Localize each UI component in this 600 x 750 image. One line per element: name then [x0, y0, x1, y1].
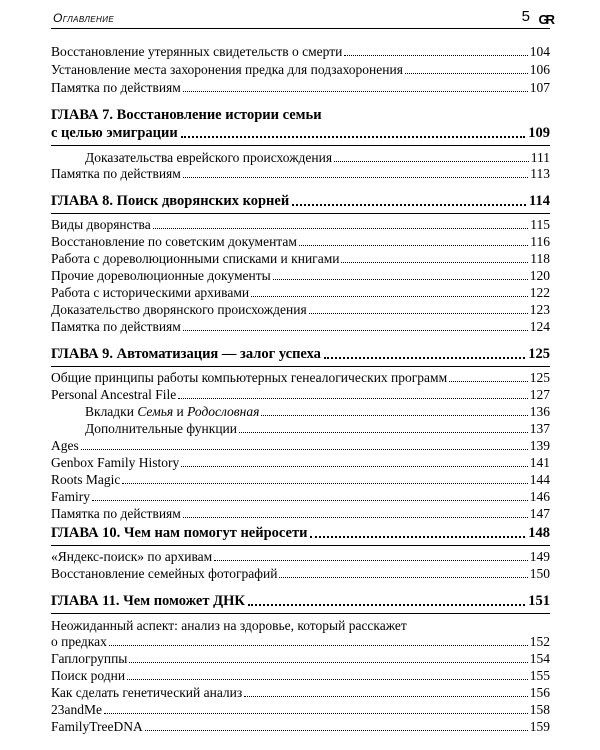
- toc-entry-page: 120: [529, 268, 550, 283]
- dot-leader: [279, 577, 527, 578]
- toc-entry[interactable]: [51, 234, 550, 250]
- dot-leader: [344, 55, 527, 56]
- toc-entry-page: 123: [529, 302, 550, 317]
- toc-entry-title: Famiry: [51, 489, 90, 504]
- toc-entry[interactable]: [51, 285, 550, 301]
- toc-entry-page: 146: [529, 489, 550, 504]
- title-emphasis: Семья: [137, 404, 174, 419]
- toc-entry-page: 149: [529, 549, 550, 564]
- toc-entry-page: 156: [529, 685, 550, 700]
- toc-entry-page: 154: [529, 651, 550, 666]
- toc-entry-page: 144: [529, 472, 550, 487]
- toc-entry-page: 116: [530, 234, 550, 249]
- toc-entry-page: 115: [530, 217, 550, 232]
- dot-leader: [341, 262, 528, 263]
- toc-entry-title: [85, 404, 259, 420]
- toc-entry[interactable]: [51, 719, 550, 735]
- dot-leader: [145, 730, 528, 731]
- dot-leader: [153, 228, 529, 229]
- toc-entry-title: Поиск родни: [51, 668, 126, 683]
- chapter-rule: [51, 213, 550, 214]
- toc-entry-title: Genbox Family History: [51, 455, 180, 470]
- toc-entry-title: Ages: [51, 438, 79, 453]
- toc-entry[interactable]: [51, 651, 550, 667]
- toc-entry-page: 141: [529, 455, 550, 470]
- chapter-title[interactable]: ГЛАВА 7. Восстановление истории семьи: [51, 107, 322, 123]
- chapter-heading[interactable]: [51, 592, 550, 610]
- toc-entry-title: Гаплогруппы: [51, 651, 128, 666]
- dot-leader: [183, 91, 528, 92]
- toc-entry-title: Восстановление утерянных свидетельств о смерти: [51, 44, 343, 59]
- dot-leader: [129, 662, 527, 663]
- dot-leader: [127, 679, 528, 680]
- dot-leader: [261, 415, 527, 416]
- title-text: Вкладки: [85, 404, 138, 419]
- dot-leader: [109, 645, 528, 646]
- chapter-page: 151: [528, 593, 550, 609]
- chapter-rule: [51, 366, 550, 367]
- toc-entry-page: 107: [529, 80, 550, 95]
- dot-leader: [239, 432, 528, 433]
- dot-leader: [248, 604, 525, 606]
- toc-entry[interactable]: [51, 438, 550, 454]
- toc-entry[interactable]: [51, 166, 550, 182]
- chapter-page: 125: [528, 346, 550, 362]
- toc-entry[interactable]: [51, 44, 550, 60]
- dot-leader: [299, 245, 528, 246]
- toc-entry-title: Установление места захоронения предка для подзахоронения: [51, 62, 403, 77]
- publisher-logo-icon: GR: [538, 12, 552, 27]
- toc-entry-title: Доказательства еврейского происхождения: [85, 150, 333, 165]
- toc-entry-title: о предках: [51, 634, 107, 649]
- toc-entry[interactable]: [51, 302, 550, 318]
- toc-entry[interactable]: [51, 80, 550, 96]
- chapter-heading[interactable]: [51, 524, 550, 542]
- toc-entry[interactable]: [51, 455, 550, 471]
- toc-entry[interactable]: [51, 702, 550, 718]
- toc-entry[interactable]: [51, 549, 550, 565]
- title-emphasis: Родословная: [187, 404, 260, 419]
- chapter-page: 114: [529, 193, 550, 209]
- chapter-title: ГЛАВА 11. Чем поможет ДНК: [51, 593, 245, 609]
- dot-leader: [181, 466, 528, 467]
- toc-entry-page: 158: [529, 702, 550, 717]
- chapter-page: 109: [528, 125, 550, 141]
- toc-entry-title: Работа с дореволюционными списками и книгами: [51, 251, 340, 266]
- toc-entry-title: FamilyTreeDNA: [51, 719, 143, 734]
- dot-leader: [251, 296, 528, 297]
- toc-entry[interactable]: [51, 319, 550, 335]
- toc-entry[interactable]: [51, 268, 550, 284]
- dot-leader: [183, 517, 528, 518]
- dot-leader: [292, 204, 526, 206]
- dot-leader: [405, 73, 528, 74]
- toc-entry-title: Общие принципы работы компьютерных генеалогических программ: [51, 370, 448, 385]
- toc-entry-title: Работа с историческими архивами: [51, 285, 250, 300]
- toc-entry-page: 155: [529, 668, 550, 683]
- toc-entry[interactable]: [51, 634, 550, 650]
- toc-entry[interactable]: [51, 251, 550, 267]
- toc-entry-title: Восстановление по советским документам: [51, 234, 297, 249]
- toc-entry-page: 152: [529, 634, 550, 649]
- dot-leader: [334, 161, 529, 162]
- toc-entry-title: Как сделать генетический анализ: [51, 685, 243, 700]
- dot-leader: [122, 483, 527, 484]
- chapter-rule: [51, 545, 550, 546]
- toc-entry-title: Прочие дореволюционные документы: [51, 268, 271, 283]
- toc-entry-page: 127: [529, 387, 550, 402]
- toc-entry-page: 136: [529, 404, 550, 419]
- header-title: Оглавление: [53, 11, 115, 25]
- toc-entry-page: 137: [529, 421, 550, 436]
- toc-entry-title: Personal Ancestral File: [51, 387, 177, 402]
- toc-entry-page: 113: [530, 166, 550, 181]
- chapter-heading[interactable]: [51, 124, 550, 142]
- chapter-page: 148: [528, 525, 550, 541]
- toc-entry[interactable]: [51, 404, 550, 420]
- toc-entry-title: Дополнительные функции: [85, 421, 238, 436]
- toc-entry[interactable]: [51, 150, 550, 166]
- toc-entry-page: 159: [529, 719, 550, 734]
- dot-leader: [104, 713, 528, 714]
- toc-entry[interactable]: [51, 566, 550, 582]
- dot-leader: [324, 357, 525, 359]
- toc-entry-title: 23andMe: [51, 702, 102, 717]
- toc-entry-title: Памятка по действиям: [51, 166, 181, 181]
- dot-leader: [183, 177, 528, 178]
- toc-entry-page: 104: [529, 44, 550, 59]
- running-header: [51, 8, 550, 29]
- toc-entry-title: Доказательство дворянского происхождения: [51, 302, 307, 317]
- chapter-title: ГЛАВА 9. Автоматизация — залог успеха: [51, 346, 321, 362]
- toc-entry-title: «Яндекс-поиск» по архивам: [51, 549, 213, 564]
- toc-entry[interactable]: [51, 370, 550, 386]
- toc-entry[interactable]: [51, 668, 550, 684]
- toc-entry-page: 150: [529, 566, 550, 581]
- toc-entry-page: 122: [529, 285, 550, 300]
- toc-entry[interactable]: [51, 489, 550, 505]
- toc-entry-page: 111: [530, 150, 550, 165]
- chapter-heading[interactable]: [51, 192, 550, 210]
- toc-entry-title: Восстановление семейных фотографий: [51, 566, 278, 581]
- toc-entry[interactable]: [51, 217, 550, 233]
- dot-leader: [178, 398, 528, 399]
- toc-entry-page: 124: [529, 319, 550, 334]
- toc-entry[interactable]: [51, 421, 550, 437]
- toc-entry-title: Roots Magic: [51, 472, 121, 487]
- toc-entry[interactable]: [51, 685, 550, 701]
- dot-leader: [449, 381, 528, 382]
- toc-entry[interactable]: [51, 472, 550, 488]
- toc-entry-page: 147: [529, 506, 550, 521]
- toc-entry-title[interactable]: Неожиданный аспект: анализ на здоровье, который расскажет: [51, 618, 407, 633]
- chapter-title: ГЛАВА 10. Чем нам помогут нейросети: [51, 525, 308, 541]
- chapter-rule: [51, 613, 550, 614]
- dot-leader: [183, 330, 528, 331]
- chapter-heading[interactable]: [51, 345, 550, 363]
- title-text: и: [173, 404, 188, 419]
- dot-leader: [81, 449, 528, 450]
- chapter-rule: [51, 145, 550, 146]
- dot-leader: [181, 136, 526, 138]
- toc-entry-page: 125: [529, 370, 550, 385]
- header-page-number: 5: [521, 8, 530, 25]
- chapter-title: ГЛАВА 8. Поиск дворянских корней: [51, 193, 290, 209]
- dot-leader: [214, 560, 528, 561]
- toc-entry-title: Виды дворянства: [51, 217, 151, 232]
- toc-entry-title: Памятка по действиям: [51, 506, 181, 521]
- toc-entry-page: 139: [529, 438, 550, 453]
- toc-entry[interactable]: [51, 506, 550, 522]
- dot-leader: [310, 536, 525, 538]
- dot-leader: [273, 279, 528, 280]
- toc-entry[interactable]: [51, 387, 550, 403]
- toc-entry-title: Памятка по действиям: [51, 319, 181, 334]
- chapter-title: с целью эмиграции: [51, 125, 178, 141]
- dot-leader: [244, 696, 528, 697]
- toc-entry-page: 118: [530, 251, 550, 266]
- toc-entry-page: 106: [529, 62, 550, 77]
- dot-leader: [309, 313, 528, 314]
- toc-entry-title: Памятка по действиям: [51, 80, 181, 95]
- dot-leader: [92, 500, 528, 501]
- toc-entry[interactable]: [51, 62, 550, 78]
